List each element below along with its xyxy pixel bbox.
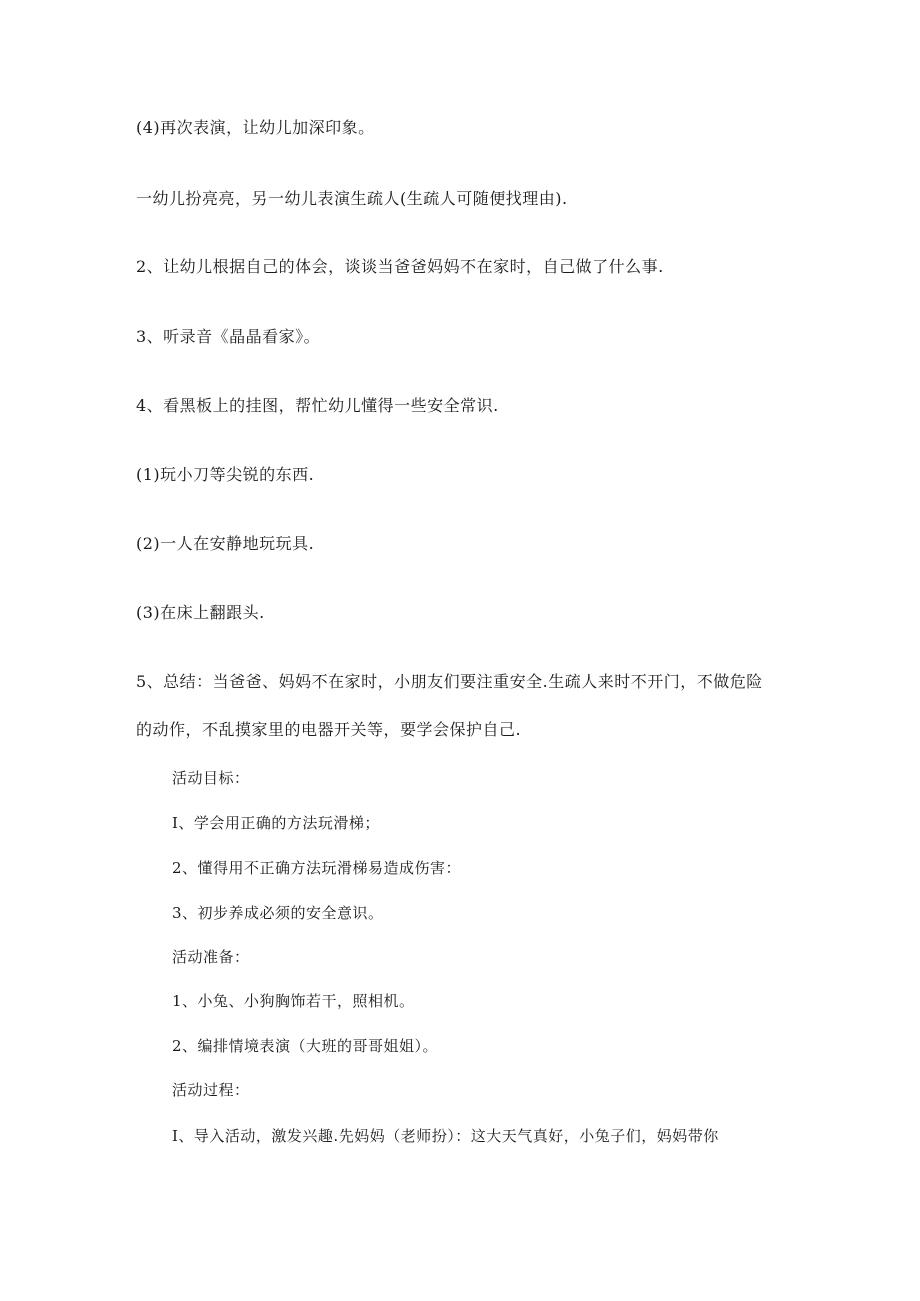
process-item-1: I、导入活动，激发兴趣.先妈妈（老师扮）：这大天气真好，小兔子们，妈妈带你: [172, 1127, 719, 1145]
heading-activity-process: 活动过程：: [172, 1081, 250, 1099]
paragraph-summary-line-1: 5、总结：当爸爸、妈妈不在家时，小朋友们要注重安全.生疏人来时不开门，不做危险: [136, 672, 763, 691]
paragraph-step-4: (4)再次表演，让幼儿加深印象。: [136, 118, 375, 137]
paragraph-item-3: 3、听录音《晶晶看家》。: [136, 327, 321, 346]
paragraph-sub-3: (3)在床上翻跟头.: [136, 603, 265, 622]
preparation-item-1: 1、小兔、小狗胸饰若干，照相机。: [172, 992, 415, 1010]
paragraph-item-2: 2、让幼儿根据自己的体会，谈谈当爸爸妈妈不在家时，自己做了什么事.: [136, 257, 664, 276]
paragraph-sub-2: (2)一人在安静地玩玩具.: [136, 534, 315, 553]
goal-item-2: 2、懂得用不正确方法玩滑梯易造成伤害：: [172, 859, 462, 877]
heading-activity-goals: 活动目标：: [172, 769, 250, 787]
paragraph-summary-line-2: 的动作，不乱摸家里的电器开关等，要学会保护自己.: [136, 720, 522, 739]
goal-item-1: I、学会用正确的方法玩滑梯；: [172, 814, 380, 832]
preparation-item-2: 2、编排情境表演（大班的哥哥姐姐）。: [172, 1037, 439, 1055]
paragraph-sub-1: (1)玩小刀等尖锐的东西.: [136, 465, 315, 484]
paragraph-role-play: 一幼儿扮亮亮，另一幼儿表演生疏人(生疏人可随便找理由).: [136, 189, 568, 208]
heading-activity-preparation: 活动准备：: [172, 948, 250, 966]
paragraph-item-4: 4、看黑板上的挂图，帮忙幼儿懂得一些安全常识.: [136, 396, 499, 415]
goal-item-3: 3、初步养成必须的安全意识。: [172, 904, 384, 922]
